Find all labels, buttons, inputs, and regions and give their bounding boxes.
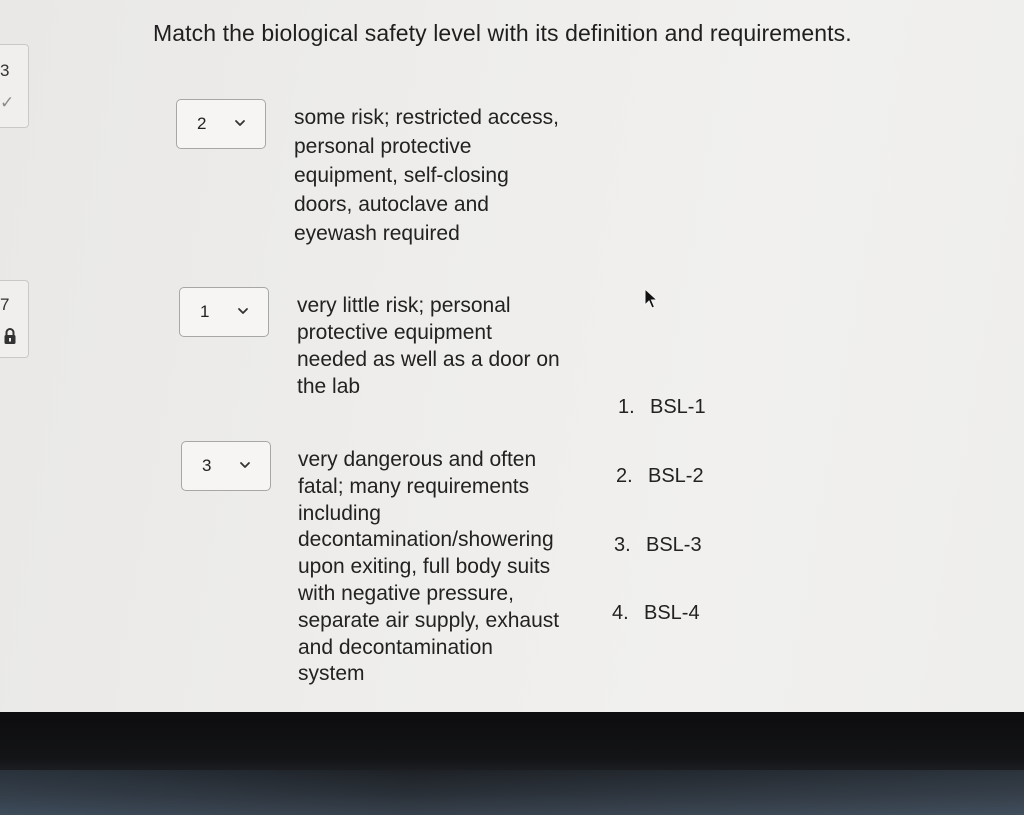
definition-line: the lab xyxy=(297,375,361,398)
answer-option-2 xyxy=(616,465,704,488)
definition-line: personal protective xyxy=(294,135,472,158)
question-nav-number: 7 xyxy=(0,295,10,314)
definition-line: equipment, self-closing xyxy=(294,164,509,187)
question-nav-number: 3 xyxy=(0,61,10,80)
answer-option-number: 4. xyxy=(612,602,629,624)
chevron-down-icon xyxy=(233,116,247,130)
answer-option-label: BSL-4 xyxy=(644,602,700,624)
match-select-value: 2 xyxy=(197,114,207,133)
lock-icon xyxy=(3,327,17,345)
chevron-down-icon xyxy=(238,458,252,472)
answer-option-number: 1. xyxy=(618,396,635,418)
definition-line: system xyxy=(298,662,365,686)
match-select-2[interactable] xyxy=(179,287,269,337)
definition-line: very dangerous and often xyxy=(298,448,537,471)
match-definition-2 xyxy=(297,292,597,400)
answer-option-number: 2. xyxy=(616,465,633,487)
mouse-cursor-icon xyxy=(643,288,659,310)
match-definition-3 xyxy=(298,447,598,688)
chevron-down-icon xyxy=(236,304,250,318)
match-select-value: 1 xyxy=(200,302,210,321)
answer-option-number: 3. xyxy=(614,534,631,556)
definition-line: doors, autoclave and xyxy=(294,193,489,216)
question-nav-tab-3[interactable] xyxy=(0,44,29,128)
definition-line: very little risk; personal xyxy=(297,294,511,317)
match-select-1[interactable] xyxy=(176,99,266,149)
definition-line: separate air supply, exhaust xyxy=(298,608,560,632)
definition-line: some risk; restricted access, xyxy=(294,106,559,129)
match-select-value: 3 xyxy=(202,456,212,475)
answer-option-label: BSL-2 xyxy=(648,465,704,487)
definition-line: upon exiting, full body suits xyxy=(298,555,551,579)
definition-line: fatal; many requirements xyxy=(298,474,530,498)
check-icon: ✓ xyxy=(0,93,15,112)
match-select-3[interactable] xyxy=(181,441,271,491)
match-definition-1 xyxy=(294,103,594,248)
definition-line: needed as well as a door on xyxy=(297,348,560,371)
question-title: Match the biological safety level with its definition and requirements. xyxy=(153,20,852,46)
definition-line: protective equipment xyxy=(297,321,492,344)
definition-line: including xyxy=(298,501,381,525)
answer-option-1 xyxy=(618,396,706,419)
definition-line: decontamination/showering xyxy=(298,528,554,552)
question-nav-tab-7[interactable] xyxy=(0,280,29,358)
answer-option-3 xyxy=(614,534,702,557)
answer-option-label: BSL-3 xyxy=(646,534,702,556)
answer-option-label: BSL-1 xyxy=(650,396,706,418)
answer-option-4 xyxy=(612,602,700,625)
definition-line: and decontamination xyxy=(298,635,493,659)
definition-line: with negative pressure, xyxy=(298,581,514,605)
definition-line: eyewash required xyxy=(294,222,460,245)
desk-reflection xyxy=(0,770,1024,815)
